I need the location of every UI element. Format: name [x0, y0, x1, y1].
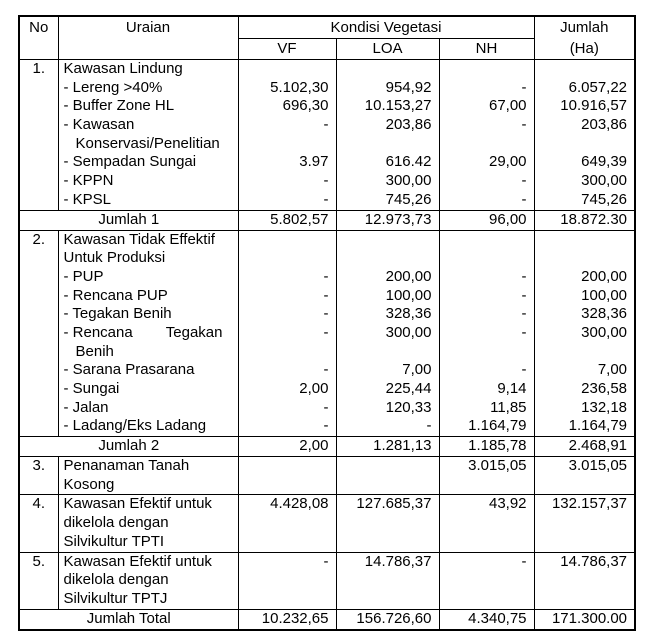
value-line: -	[521, 552, 527, 570]
value-line: -	[323, 190, 329, 208]
value-cell-jm	[534, 60, 635, 211]
value-line	[239, 514, 336, 533]
value-line: 200,00	[385, 267, 432, 285]
uraian-line: Kosong	[63, 475, 115, 493]
value-line: 132.157,37	[551, 495, 628, 513]
total-value-vf: 2,00	[238, 437, 336, 457]
value-line: 3.015,05	[568, 457, 628, 475]
value-line	[239, 135, 336, 154]
total-value-nh: 96,00	[439, 210, 534, 230]
value-line: -	[323, 398, 329, 416]
value-line: -	[521, 78, 527, 96]
total-value-vf: 5.802,57	[238, 210, 336, 230]
value-line	[535, 60, 635, 79]
col-header-nh: NH	[439, 39, 534, 60]
value-line: 300,00	[581, 172, 628, 190]
value-line	[239, 249, 336, 268]
uraian-cell	[58, 230, 238, 437]
row-number: 5.	[32, 552, 45, 570]
value-line	[535, 514, 635, 533]
uraian-line: - Rencana Tegakan	[63, 323, 223, 341]
value-line	[337, 457, 439, 476]
value-line	[535, 343, 635, 362]
total-value-loa: 12.973,73	[336, 210, 439, 230]
value-line	[440, 514, 534, 533]
value-line: 696,30	[282, 97, 329, 115]
vegetation-condition-table	[18, 15, 636, 631]
col-header-loa: LOA	[336, 39, 439, 60]
row-number-cell	[19, 495, 58, 552]
value-line: -	[521, 361, 527, 379]
value-line: 225,44	[385, 380, 432, 397]
value-cell-loa	[336, 457, 439, 495]
uraian-cell	[58, 457, 238, 495]
total-row	[19, 609, 635, 630]
uraian-line: Kawasan Efektif untuk	[63, 495, 212, 513]
value-line	[239, 533, 336, 552]
value-line	[535, 476, 635, 495]
value-line: -	[323, 361, 329, 379]
total-row	[19, 210, 635, 230]
uraian-line: dikelola dengan	[63, 571, 169, 589]
value-cell-nh	[439, 60, 534, 211]
total-row-label: Jumlah 1	[19, 210, 238, 230]
value-line: -	[323, 552, 329, 570]
uraian-line: Kawasan Lindung	[63, 60, 183, 77]
value-cell-loa	[336, 552, 439, 609]
value-line: -	[323, 172, 329, 190]
value-line: -	[426, 417, 432, 435]
value-line: -	[521, 323, 527, 341]
value-line	[440, 343, 534, 362]
value-line: 10.153,27	[364, 97, 432, 115]
col-header-jumlah	[534, 16, 635, 60]
value-line: 1.164,79	[468, 417, 527, 435]
uraian-line: Silvikultur TPTJ	[63, 589, 168, 607]
value-line	[337, 60, 439, 79]
row-number-cell	[19, 552, 58, 609]
value-line	[337, 343, 439, 362]
col-header-jumlah-line2: (Ha)	[569, 40, 599, 57]
col-header-vf: VF	[238, 39, 336, 60]
value-line: -	[323, 417, 329, 435]
table-header	[19, 16, 635, 60]
value-line	[535, 571, 635, 590]
uraian-line: dikelola dengan	[63, 514, 169, 532]
total-row-label: Jumlah 2	[19, 437, 238, 457]
value-line: 328,36	[581, 305, 628, 323]
value-line: -	[323, 267, 329, 285]
value-line: 328,36	[385, 305, 432, 323]
value-line	[337, 476, 439, 495]
uraian-line: - Jalan	[63, 398, 109, 416]
value-line: 649,39	[581, 153, 628, 171]
value-cell-jm	[534, 552, 635, 609]
value-line: 29,00	[488, 153, 527, 171]
total-value-jm: 171.300.00	[534, 609, 635, 630]
value-line: 203,86	[385, 116, 432, 134]
col-header-kondisi-vegetasi: Kondisi Vegetasi	[238, 16, 534, 39]
value-line: -	[521, 172, 527, 190]
value-line: -	[323, 286, 329, 304]
total-row-label: Jumlah Total	[19, 609, 238, 630]
col-header-jumlah-line1: Jumlah	[560, 19, 609, 36]
row-number-cell	[19, 457, 58, 495]
value-line	[535, 590, 635, 609]
section-row	[19, 457, 635, 495]
uraian-cell	[58, 495, 238, 552]
value-cell-jm	[534, 495, 635, 552]
value-line	[337, 590, 439, 609]
value-line	[239, 60, 336, 79]
value-line	[440, 476, 534, 495]
value-line	[337, 135, 439, 154]
value-line: 203,86	[581, 116, 628, 134]
value-line: 14.786,37	[364, 552, 432, 570]
value-line	[440, 571, 534, 590]
value-line: 14.786,37	[560, 552, 628, 570]
value-line: -	[521, 267, 527, 285]
value-line: 3.015,05	[468, 457, 527, 475]
value-line	[535, 231, 635, 250]
value-cell-vf	[238, 495, 336, 552]
section-row	[19, 552, 635, 609]
value-cell-jm	[534, 457, 635, 495]
value-line: 236,58	[581, 380, 628, 397]
uraian-line: - Rencana PUP	[63, 286, 168, 304]
section-row	[19, 495, 635, 552]
total-value-jm: 2.468,91	[534, 437, 635, 457]
uraian-line: - PUP	[63, 267, 104, 285]
value-line	[337, 231, 439, 250]
value-cell-vf	[238, 230, 336, 437]
value-line	[337, 514, 439, 533]
uraian-line: - Sungai	[63, 380, 120, 397]
uraian-line: - Buffer Zone HL	[63, 97, 175, 115]
value-line: 127.685,37	[356, 495, 432, 513]
uraian-line: Silvikultur TPTI	[63, 532, 165, 550]
table-body	[19, 60, 635, 630]
value-line: 2,00	[299, 380, 329, 397]
col-header-no: No	[19, 16, 58, 60]
value-line	[440, 249, 534, 268]
value-cell-loa	[336, 495, 439, 552]
uraian-cell	[58, 552, 238, 609]
value-line: 11,85	[490, 398, 527, 416]
value-line: 3.97	[299, 153, 329, 171]
value-line	[535, 249, 635, 268]
value-line: 616.42	[385, 153, 432, 171]
total-value-nh: 1.185,78	[439, 437, 534, 457]
uraian-line: Kawasan Efektif untuk	[63, 552, 212, 570]
col-header-uraian: Uraian	[58, 16, 238, 60]
value-line: 6.057,22	[568, 78, 628, 96]
row-number: 3.	[32, 457, 45, 475]
uraian-line: - KPSL	[63, 190, 112, 208]
value-line: -	[323, 305, 329, 323]
value-cell-nh	[439, 552, 534, 609]
value-line	[239, 457, 336, 476]
value-line	[440, 533, 534, 552]
value-line: 9,14	[497, 380, 527, 397]
value-cell-loa	[336, 60, 439, 211]
value-line	[440, 590, 534, 609]
value-line: 120,33	[385, 398, 432, 416]
value-line: 100,00	[581, 286, 628, 304]
value-line: 43,92	[488, 495, 527, 513]
total-value-jm: 18.872.30	[534, 210, 635, 230]
value-line: -	[521, 190, 527, 208]
value-line: 954,92	[385, 78, 432, 96]
value-line: -	[521, 116, 527, 134]
uraian-line: - Sempadan Sungai	[63, 153, 197, 171]
value-cell-vf	[238, 457, 336, 495]
value-line	[337, 249, 439, 268]
value-line: 67,00	[488, 97, 527, 115]
value-line	[239, 343, 336, 362]
value-line: 7,00	[597, 361, 628, 379]
uraian-line: Benih	[75, 342, 114, 360]
value-line: 300,00	[581, 323, 628, 341]
total-row	[19, 437, 635, 457]
value-line	[239, 590, 336, 609]
total-value-loa: 156.726,60	[336, 609, 439, 630]
row-number: 2.	[32, 230, 45, 248]
value-line: 4.428,08	[270, 495, 329, 513]
uraian-cell	[58, 60, 238, 211]
value-line	[239, 476, 336, 495]
uraian-line: Untuk Produksi	[63, 249, 166, 267]
value-line: 1.164,79	[568, 417, 628, 435]
uraian-line: Kawasan Tidak Effektif	[63, 230, 215, 248]
value-line	[440, 135, 534, 154]
value-cell-loa	[336, 230, 439, 437]
value-cell-nh	[439, 457, 534, 495]
value-line: 745,26	[581, 190, 628, 208]
uraian-line: - KPPN	[63, 172, 114, 190]
section-row	[19, 60, 635, 211]
value-line: 7,00	[402, 361, 432, 379]
value-line	[535, 533, 635, 552]
total-value-nh: 4.340,75	[439, 609, 534, 630]
value-line: 10.916,57	[560, 97, 628, 115]
value-line	[535, 135, 635, 154]
uraian-line: - Lereng >40%	[63, 78, 163, 96]
value-cell-vf	[238, 60, 336, 211]
value-line	[337, 533, 439, 552]
value-line: 300,00	[385, 172, 432, 190]
row-number: 4.	[32, 495, 45, 513]
value-line: 100,00	[385, 286, 432, 304]
header-row-1	[19, 16, 635, 39]
value-cell-vf	[238, 552, 336, 609]
value-line: 200,00	[581, 267, 628, 285]
uraian-line: - Tegakan Benih	[63, 305, 172, 323]
value-line: 5.102,30	[270, 78, 329, 96]
uraian-line: Penanaman Tanah	[63, 457, 190, 475]
row-number-cell	[19, 60, 58, 211]
value-line: -	[521, 305, 527, 323]
value-line	[239, 231, 336, 250]
total-value-vf: 10.232,65	[238, 609, 336, 630]
value-line	[239, 571, 336, 590]
row-number-cell	[19, 230, 58, 437]
value-cell-nh	[439, 495, 534, 552]
value-cell-jm	[534, 230, 635, 437]
value-line: 300,00	[385, 323, 432, 341]
value-line	[337, 571, 439, 590]
total-value-loa: 1.281,13	[336, 437, 439, 457]
value-line: 132,18	[581, 398, 628, 416]
uraian-line: - Kawasan	[63, 116, 135, 134]
uraian-line: - Ladang/Eks Ladang	[63, 417, 207, 435]
value-line: -	[323, 323, 329, 341]
section-row	[19, 230, 635, 437]
row-number: 1.	[32, 60, 45, 77]
value-cell-nh	[439, 230, 534, 437]
value-line: -	[323, 116, 329, 134]
value-line: -	[521, 286, 527, 304]
uraian-line: Konservasi/Penelitian	[75, 134, 220, 152]
uraian-line: - Sarana Prasarana	[63, 361, 195, 379]
value-line: 745,26	[385, 190, 432, 208]
value-line	[440, 231, 534, 250]
value-line	[440, 60, 534, 79]
